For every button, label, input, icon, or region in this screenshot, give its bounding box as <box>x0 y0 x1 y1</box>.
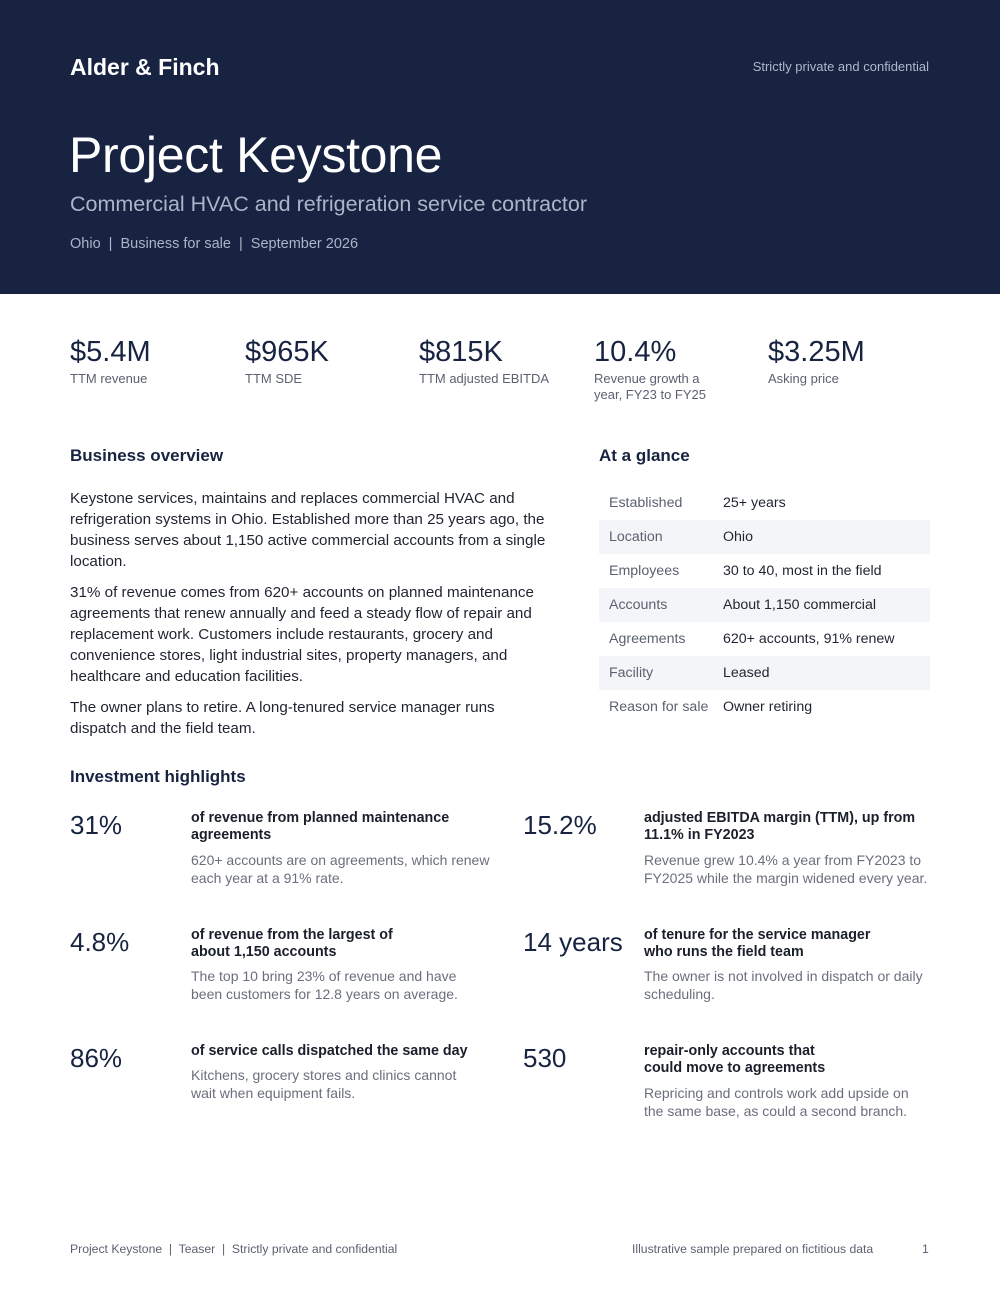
highlight-figure: 15.2% <box>523 810 597 840</box>
glance-key: Established <box>609 495 683 511</box>
highlight-item <box>70 810 490 890</box>
page-number: 1 <box>922 1242 929 1256</box>
highlight-detail: The owner is not involved in dispatch or daily scheduling. <box>644 968 923 1002</box>
highlight-detail: Repricing and controls work add upside on the same base, as could a second branch. <box>644 1085 909 1119</box>
highlight-figure: 530 <box>523 1043 567 1073</box>
overview-paragraph: 31% of revenue comes from 620+ accounts on planned maintenance agreements that renew annually and feed a steady flow of repair and replacement work. Customers include restaurants, grocery and convenience stores, light industrial sites, property managers, and healthcare and education facilities. <box>70 584 534 685</box>
highlight-headline: of tenure for the service manager who runs the field team <box>644 927 871 960</box>
highlight-figure: 4.8% <box>70 927 130 957</box>
overview-heading: Business overview <box>70 446 224 465</box>
page-subtitle: Commercial HVAC and refrigeration service contractor <box>70 192 587 216</box>
highlight-headline: adjusted EBITDA margin (TTM), up from 11.1% in FY2023 <box>644 810 916 843</box>
highlight-figure: 14 years <box>523 927 623 957</box>
glance-value: 30 to 40, most in the field <box>723 563 882 579</box>
highlight-item <box>523 1043 943 1123</box>
brand-name: Alder & Finch <box>70 54 220 80</box>
glance-row <box>599 520 930 554</box>
glance-value: Ohio <box>723 529 753 545</box>
key-metrics <box>70 334 940 414</box>
glance-value: 620+ accounts, 91% renew <box>723 631 895 647</box>
glance-key: Agreements <box>609 631 686 647</box>
highlight-figure: 86% <box>70 1043 123 1073</box>
metric-value: 10.4% <box>594 336 677 368</box>
glance-key: Facility <box>609 665 654 681</box>
highlight-detail: The top 10 bring 23% of revenue and have been customers for 12.8 years on average. <box>191 968 458 1002</box>
glance-table <box>599 486 930 724</box>
highlight-item <box>70 927 490 1007</box>
highlight-detail: Revenue grew 10.4% a year from FY2023 to FY2025 while the margin widened every year. <box>644 852 928 886</box>
highlight-detail: Kitchens, grocery stores and clinics cannot wait when equipment fails. <box>191 1067 457 1101</box>
highlight-headline: repair-only accounts that could move to agreements <box>644 1043 826 1076</box>
glance-row <box>599 588 930 622</box>
confidentiality-notice: Strictly private and confidential <box>752 59 929 74</box>
highlights-heading: Investment highlights <box>70 767 246 786</box>
glance-row <box>599 622 930 656</box>
metric-value: $5.4M <box>70 336 151 368</box>
glance-key: Employees <box>609 563 680 579</box>
metric-label: Revenue growth a year, FY23 to FY25 <box>594 371 707 402</box>
metric-label: TTM SDE <box>245 371 303 386</box>
footer-disclaimer: Illustrative sample prepared on fictitious data <box>632 1242 874 1256</box>
header-band <box>0 0 1000 294</box>
glance-row <box>599 656 930 690</box>
highlight-item <box>523 810 943 890</box>
highlight-figure: 31% <box>70 810 123 840</box>
glance-key: Accounts <box>609 597 668 613</box>
metric-asking-price <box>768 334 933 387</box>
glance-row <box>599 486 930 520</box>
highlight-headline: of revenue from planned maintenance agreements <box>191 810 450 843</box>
metric-ttm-sde <box>245 334 410 387</box>
metric-value: $3.25M <box>768 336 865 368</box>
highlight-item <box>523 927 943 1007</box>
glance-row <box>599 690 930 724</box>
metric-ttm-ebitda <box>419 334 584 387</box>
highlight-item <box>70 1043 490 1113</box>
overview-section <box>70 488 550 749</box>
highlight-headline: of revenue from the largest of about 1,150 accounts <box>191 927 393 960</box>
highlight-headline: of service calls dispatched the same day <box>191 1043 468 1059</box>
glance-value: Owner retiring <box>723 699 813 715</box>
overview-paragraph: The owner plans to retire. A long-tenured service manager runs dispatch and the field team. <box>70 699 495 737</box>
metric-ttm-revenue <box>70 334 235 387</box>
metric-value: $965K <box>245 336 329 368</box>
glance-value: Leased <box>723 665 770 681</box>
glance-value: About 1,150 commercial <box>723 597 876 613</box>
highlight-detail: 620+ accounts are on agreements, which renew each year at a 91% rate. <box>191 852 490 886</box>
glance-value: 25+ years <box>723 495 786 511</box>
glance-row <box>599 554 930 588</box>
metric-label: Asking price <box>768 371 839 386</box>
header-meta: Ohio | Business for sale | September 2026 <box>70 236 359 252</box>
glance-key: Location <box>609 529 663 545</box>
metric-value: $815K <box>419 336 503 368</box>
metric-revenue-growth <box>594 334 729 403</box>
metric-label: TTM revenue <box>70 371 148 386</box>
page-title: Project Keystone <box>69 127 443 183</box>
glance-heading: At a glance <box>599 446 690 465</box>
glance-key: Reason for sale <box>609 699 709 715</box>
overview-paragraph: Keystone services, maintains and replaces commercial HVAC and refrigeration systems in Ohio. Established more than 25 years ago, the business serves about 1,150 active commercial accounts from a single location. <box>70 490 546 570</box>
footer-document-info: Project Keystone | Teaser | Strictly private and confidential <box>70 1242 398 1256</box>
metric-label: TTM adjusted EBITDA <box>419 371 550 386</box>
